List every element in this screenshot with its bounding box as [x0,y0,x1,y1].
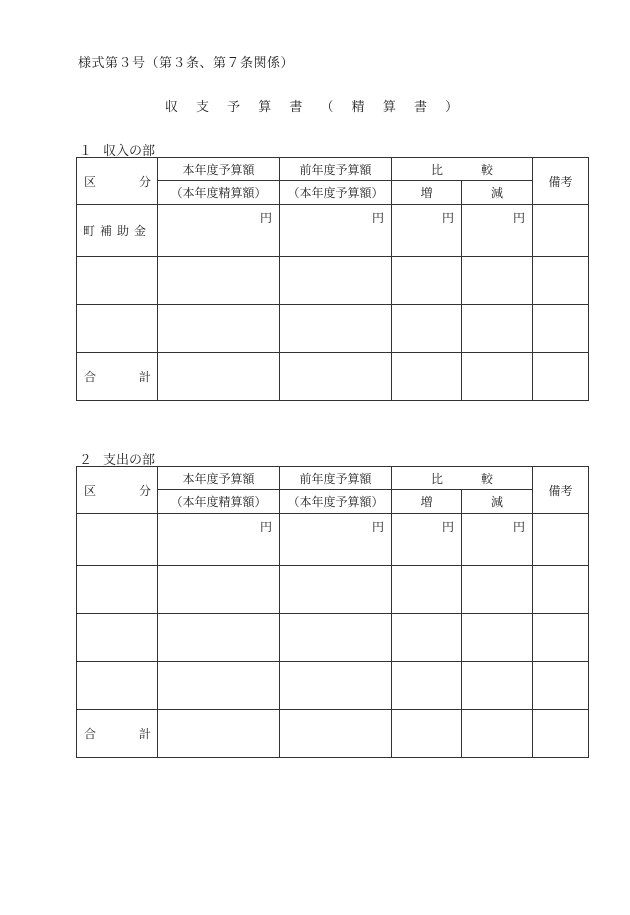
total-label [77,353,158,401]
income-section-number: １ [79,144,93,159]
expense-section-number: ２ [79,453,93,468]
expense-section-title: 支出の部 [103,453,156,468]
header-remarks: 備考 [533,158,589,205]
row-label-expense [77,514,158,566]
header-kubun-right: 分 [138,483,151,498]
yen-unit: 円 [462,514,533,566]
header-kubun-left: 区 [84,174,97,189]
header-previous-year: 前年度予算額 [280,158,392,181]
yen-unit: 円 [280,205,392,257]
empty-cell [462,257,533,305]
empty-cell [158,614,280,662]
header-increase: 増 [392,181,462,205]
total-label-right: 計 [138,727,151,741]
table-row [77,514,589,566]
empty-cell [77,257,158,305]
empty-cell [280,614,392,662]
header-current-year: 本年度予算額 [158,158,280,181]
empty-cell [392,614,462,662]
table-row [77,257,589,305]
income-table [76,157,589,401]
empty-cell [533,305,589,353]
empty-cell [533,710,589,758]
table-row [77,305,589,353]
header-increase: 増 [392,490,462,514]
header-kubun [77,158,158,205]
empty-cell [280,566,392,614]
total-row [77,353,589,401]
header-decrease: 減 [462,490,533,514]
empty-cell [158,353,280,401]
header-remarks: 備考 [533,467,589,514]
header-comparison: 比較 [392,467,533,490]
empty-cell [280,710,392,758]
empty-cell [462,566,533,614]
document-title: 収 支 予 算 書 （ 精 算 書 ） [164,100,466,115]
empty-cell [158,305,280,353]
header-current-year-sub: （本年度精算額） [158,181,280,205]
empty-cell [158,710,280,758]
empty-cell [392,662,462,710]
empty-cell [77,305,158,353]
header-current-year-sub: （本年度精算額） [158,490,280,514]
empty-cell [462,305,533,353]
empty-cell [392,566,462,614]
header-kubun-right: 分 [138,174,151,189]
empty-cell [462,614,533,662]
form-number: 様式第３号（第３条、第７条関係） [78,56,295,71]
empty-cell [280,353,392,401]
empty-cell [392,257,462,305]
empty-cell [77,662,158,710]
header-comparison: 比較 [392,158,533,181]
table-row [77,566,589,614]
yen-unit: 円 [280,514,392,566]
empty-cell [533,662,589,710]
remarks-cell [533,514,589,566]
total-label [77,710,158,758]
yen-unit: 円 [462,205,533,257]
empty-cell [533,257,589,305]
table-row [77,662,589,710]
empty-cell [280,257,392,305]
yen-unit: 円 [392,514,462,566]
yen-unit: 円 [158,514,280,566]
total-row [77,710,589,758]
row-label-subsidy: 町補助金 [77,205,158,257]
header-decrease: 減 [462,181,533,205]
table-row [77,205,589,257]
total-label-right: 計 [138,370,151,384]
total-label-left: 合 [84,727,97,741]
empty-cell [533,353,589,401]
header-current-year: 本年度予算額 [158,467,280,490]
empty-cell [462,662,533,710]
empty-cell [77,566,158,614]
empty-cell [280,305,392,353]
empty-cell [533,614,589,662]
expense-table [76,466,589,758]
empty-cell [77,614,158,662]
empty-cell [462,710,533,758]
yen-unit: 円 [158,205,280,257]
empty-cell [158,257,280,305]
header-previous-year: 前年度予算額 [280,467,392,490]
empty-cell [280,662,392,710]
header-kubun [77,467,158,514]
header-previous-year-sub: （本年度予算額） [280,490,392,514]
yen-unit: 円 [392,205,462,257]
remarks-cell [533,205,589,257]
total-label-left: 合 [84,370,97,384]
empty-cell [392,305,462,353]
empty-cell [392,353,462,401]
income-section-title: 収入の部 [103,144,156,159]
empty-cell [533,566,589,614]
header-kubun-left: 区 [84,483,97,498]
empty-cell [158,566,280,614]
empty-cell [462,353,533,401]
empty-cell [392,710,462,758]
empty-cell [158,662,280,710]
table-row [77,614,589,662]
header-previous-year-sub: （本年度予算額） [280,181,392,205]
